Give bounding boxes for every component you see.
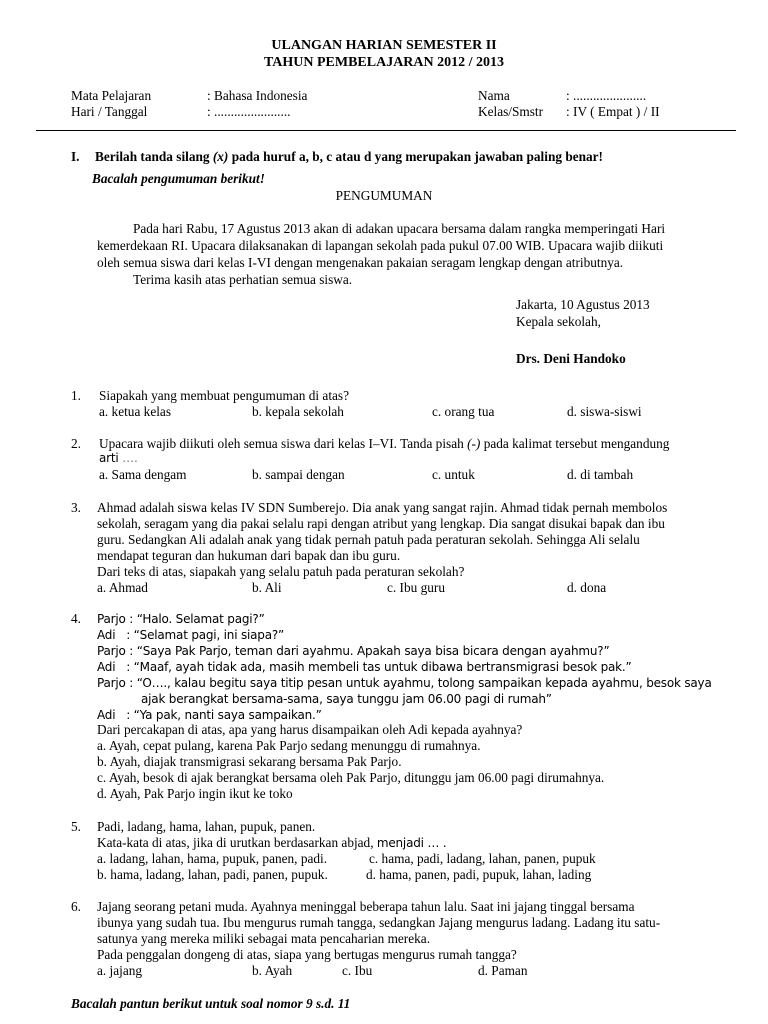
q3-option-c[interactable]: c. Ibu guru bbox=[387, 580, 445, 595]
q6-line-2: ibunya yang sudah tua. Ibu mengurus rumah tangga, sedangkan Jajang mengurus ladang. Ladang itu satu- bbox=[97, 915, 661, 930]
section-number: I. bbox=[71, 149, 80, 164]
q5-line-2 bbox=[97, 835, 446, 851]
q1-option-a[interactable]: a. ketua kelas bbox=[99, 404, 171, 419]
read-instruction: Bacalah pengumuman berikut! bbox=[92, 171, 265, 186]
header-divider bbox=[36, 130, 736, 131]
announcement-signer: Drs. Deni Handoko bbox=[516, 351, 626, 366]
class-value: : IV ( Empat ) / II bbox=[566, 104, 660, 119]
q1-text: Siapakah yang membuat pengumuman di atas? bbox=[99, 388, 349, 403]
subject-value: : Bahasa Indonesia bbox=[207, 88, 308, 103]
q3-question: Dari teks di atas, siapakah yang selalu patuh pada peraturan sekolah? bbox=[97, 564, 465, 579]
q5-option-a[interactable]: a. ladang, lahan, hama, pupuk, panen, padi. bbox=[97, 851, 328, 866]
name-field[interactable]: : ...................... bbox=[566, 88, 647, 103]
q3-line-2: sekolah, seragam yang dia pakai selalu rapi dengan atribut yang lengkap. Dia sangat disukai bapak dan ibu bbox=[97, 516, 665, 531]
q2-arti: arti bbox=[99, 451, 119, 465]
instruction-part-1: Berilah tanda silang bbox=[95, 149, 213, 164]
q3-line-1: Ahmad adalah siswa kelas IV SDN Sumberejo. Dia anak yang sangat rajin. Ahmad tidak pernah membolos bbox=[97, 500, 668, 515]
announcement-line-3: oleh semua siswa dari kelas I-VI dengan mengenakan pakaian seragam lengkap dengan atributnya. bbox=[97, 255, 624, 270]
school-year-title: TAHUN PEMBELAJARAN 2012 / 2013 bbox=[263, 55, 505, 70]
q4-number: 4. bbox=[71, 611, 81, 626]
section-instruction bbox=[95, 149, 603, 165]
instruction-x: (x) bbox=[212, 149, 229, 164]
q2-text-line-2 bbox=[99, 450, 138, 466]
q5-number: 5. bbox=[71, 819, 81, 834]
q3-option-d[interactable]: d. dona bbox=[567, 580, 607, 595]
q3-option-b[interactable]: b. Ali bbox=[252, 580, 282, 595]
q4-option-b[interactable]: b. Ayah, diajak transmigrasi sekarang bersama Pak Parjo. bbox=[97, 754, 402, 769]
q5-line-1: Padi, ladang, hama, lahan, pupuk, panen. bbox=[97, 819, 316, 834]
q6-line-1: Jajang seorang petani muda. Ayahnya meninggal beberapa tahun lalu. Saat ini jajang tinggal bersama bbox=[97, 899, 635, 914]
announcement-title: PENGUMUMAN bbox=[335, 188, 433, 203]
q5-option-b[interactable]: b. hama, ladang, lahan, padi, panen, pupuk. bbox=[97, 867, 328, 882]
announcement-line-2: kemerdekaan RI. Upacara dilaksanakan di lapangan sekolah pada pukul 07.00 WIB. Upacara wajib diikuti bbox=[97, 238, 664, 253]
q4-dialog-4: Adi : “Maaf, ayah tidak ada, masih membeli tas untuk dibawa bertransmigrasi besok pak.” bbox=[97, 660, 632, 674]
q1-number: 1. bbox=[71, 388, 81, 403]
q4-question: Dari percakapan di atas, apa yang harus disampaikan oleh Adi kepada ayahnya? bbox=[97, 722, 523, 737]
q5-option-c[interactable]: c. hama, padi, ladang, lahan, panen, pupuk bbox=[369, 851, 596, 866]
q4-option-d[interactable]: d. Ayah, Pak Parjo ingin ikut ke toko bbox=[97, 786, 293, 801]
q6-option-b[interactable]: b. Ayah bbox=[252, 963, 293, 978]
pantun-instruction: Bacalah pantun berikut untuk soal nomor 9 s.d. 11 bbox=[71, 996, 351, 1011]
q4-dialog-5: Parjo : “O…., kalau begitu saya titip pesan untuk ayahmu, tolong sampaikan kepada ayahmu, besok saya bbox=[97, 676, 712, 690]
q2-option-d[interactable]: d. di tambah bbox=[567, 467, 634, 482]
q6-question: Pada penggalan dongeng di atas, siapa yang bertugas mengurus rumah tangga? bbox=[97, 947, 517, 962]
q6-option-c[interactable]: c. Ibu bbox=[342, 963, 373, 978]
q3-line-3: guru. Sedangkan Ali adalah anak yang tidak pernah patuh pada peraturan sekolah. Sehingga Ali selalu bbox=[97, 532, 640, 547]
q2-number: 2. bbox=[71, 436, 81, 451]
q4-dialog-2: Adi : “Selamat pagi, ini siapa?” bbox=[97, 628, 285, 642]
q2-text-b: pada kalimat tersebut mengandung bbox=[480, 436, 670, 451]
q6-line-3: satunya yang mereka miliki sebagai mata pencaharian mereka. bbox=[97, 931, 431, 946]
q2-text-a: Upacara wajib diikuti oleh semua siswa dari kelas I–VI. Tanda pisah bbox=[99, 436, 468, 451]
q4-dialog-3: Parjo : “Saya Pak Parjo, teman dari ayahmu. Apakah saya bisa bicara dengan ayahmu?” bbox=[97, 644, 610, 658]
date-label: Hari / Tanggal bbox=[71, 104, 148, 119]
q5-line-2-end: menjadi … . bbox=[376, 836, 447, 850]
q4-dialog-6: ajak berangkat bersama-sama, saya tunggu jam 06.00 pagi di rumah” bbox=[141, 692, 552, 706]
q2-option-a[interactable]: a. Sama dengam bbox=[99, 467, 187, 482]
q6-option-a[interactable]: a. jajang bbox=[97, 963, 143, 978]
q2-option-b[interactable]: b. sampai dengan bbox=[252, 467, 345, 482]
date-field[interactable]: : ....................... bbox=[207, 104, 291, 119]
q1-option-d[interactable]: d. siswa-siswi bbox=[567, 404, 642, 419]
name-label: Nama bbox=[478, 88, 510, 103]
announcement-line-1: Pada hari Rabu, 17 Agustus 2013 akan di adakan upacara bersama dalam rangka memperingati Hari bbox=[133, 221, 666, 236]
q4-option-a[interactable]: a. Ayah, cepat pulang, karena Pak Parjo sedang menunggu di rumahnya. bbox=[97, 738, 481, 753]
q2-text bbox=[99, 436, 669, 452]
q4-dialog-7: Adi : “Ya pak, nanti saya sampaikan.” bbox=[97, 708, 322, 722]
announcement-place-date: Jakarta, 10 Agustus 2013 bbox=[516, 297, 650, 312]
q5-option-d[interactable]: d. hama, panen, padi, pupuk, lahan, lading bbox=[366, 867, 592, 882]
q6-number: 6. bbox=[71, 899, 81, 914]
q1-option-c[interactable]: c. orang tua bbox=[432, 404, 495, 419]
q2-dash: (-) bbox=[467, 436, 481, 451]
q4-option-c[interactable]: c. Ayah, besok di ajak berangkat bersama oleh Pak Parjo, ditunggu jam 06.00 pagi dirumahnya. bbox=[97, 770, 605, 785]
instruction-part-2: pada huruf a, b, c atau d yang merupakan jawaban paling benar! bbox=[228, 149, 603, 164]
announcement-role: Kepala sekolah, bbox=[516, 314, 601, 329]
exam-title: ULANGAN HARIAN SEMESTER II bbox=[271, 38, 497, 53]
q5-line-2-text: Kata-kata di atas, jika di urutkan berdasarkan abjad, bbox=[97, 835, 377, 850]
announcement-line-4: Terima kasih atas perhatian semua siswa. bbox=[133, 272, 353, 287]
q2-dots: …. bbox=[118, 451, 138, 465]
class-label: Kelas/Smstr bbox=[478, 104, 544, 119]
q1-option-b[interactable]: b. kepala sekolah bbox=[252, 404, 344, 419]
q3-line-4: mendapat teguran dan hukuman dari bapak dan ibu guru. bbox=[97, 548, 401, 563]
q4-dialog-1: Parjo : “Halo. Selamat pagi?” bbox=[97, 612, 265, 626]
q3-number: 3. bbox=[71, 500, 81, 515]
q3-option-a[interactable]: a. Ahmad bbox=[97, 580, 148, 595]
subject-label: Mata Pelajaran bbox=[71, 88, 152, 103]
q2-option-c[interactable]: c. untuk bbox=[432, 467, 475, 482]
q6-option-d[interactable]: d. Paman bbox=[478, 963, 528, 978]
